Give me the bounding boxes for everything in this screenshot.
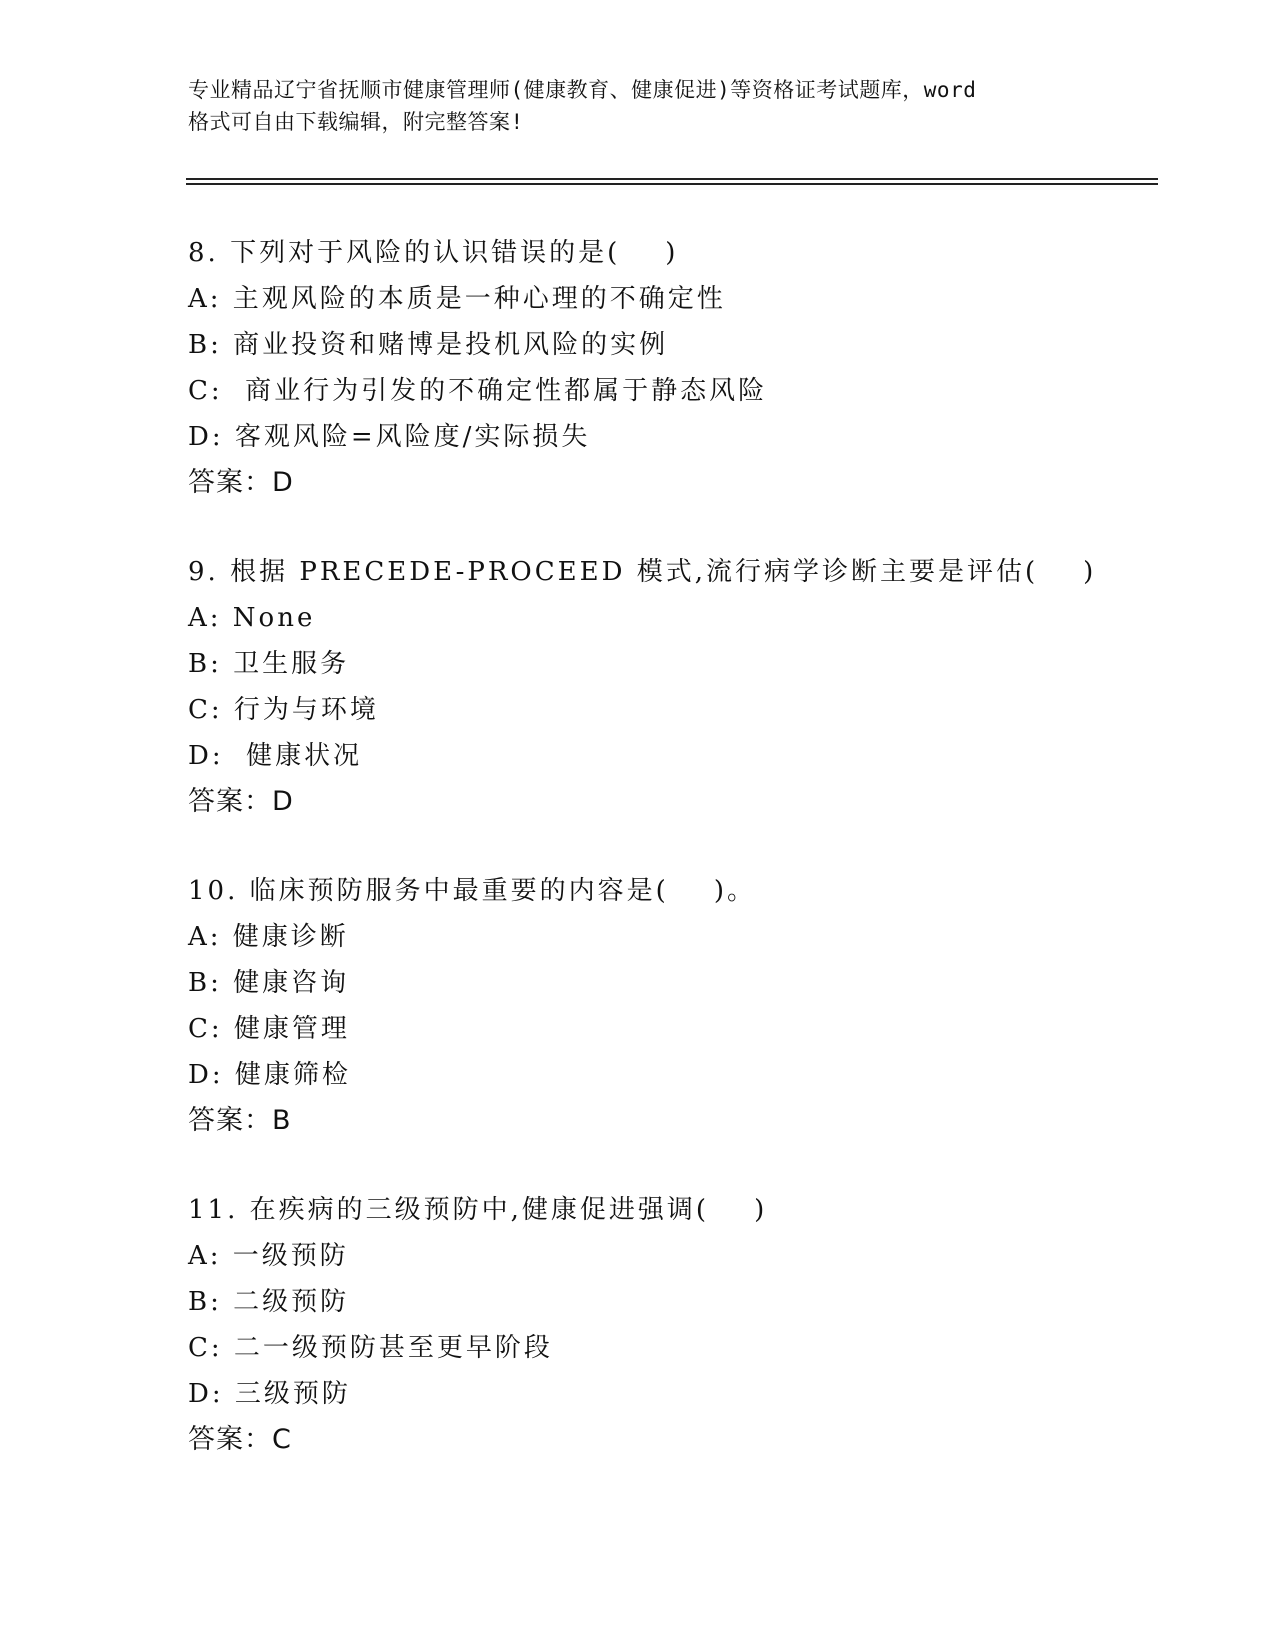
document-header: [188, 74, 1088, 138]
option-a: A: None: [188, 603, 316, 633]
option-b: B: 健康咨询: [188, 968, 350, 998]
option-c: C: 行为与环境: [188, 695, 379, 725]
header-line-1: 专业精品辽宁省抚顺市健康管理师(健康教育、健康促进)等资格证考试题库，word: [188, 78, 977, 102]
option-c: C: 二一级预防甚至更早阶段: [188, 1333, 553, 1363]
header-line-2: 格式可自由下载编辑，附完整答案!: [188, 110, 524, 134]
option-c: C: 健康管理: [188, 1014, 350, 1044]
question-block: [188, 1187, 1188, 1463]
option-a: A: 主观风险的本质是一种心理的不确定性: [188, 284, 726, 314]
option-c: C: 商业行为引发的不确定性都属于静态风险: [188, 376, 768, 406]
option-b: B: 二级预防: [188, 1287, 350, 1317]
question-block: [188, 230, 1188, 506]
question-stem: 8. 下列对于风险的认识错误的是( ): [188, 238, 679, 268]
option-d: D: 客观风险=风险度/实际损失: [188, 422, 591, 452]
question-stem: 10. 临床预防服务中最重要的内容是( )。: [188, 876, 756, 906]
option-d: D: 三级预防: [188, 1379, 351, 1409]
answer: 答案：C: [188, 1424, 292, 1455]
question-block: [188, 549, 1188, 825]
option-a: A: 一级预防: [188, 1241, 349, 1271]
option-b: B: 商业投资和赌博是投机风险的实例: [188, 330, 669, 360]
answer: 答案：D: [188, 786, 294, 817]
option-b: B: 卫生服务: [188, 649, 350, 679]
question-stem: 9. 根据 PRECEDE-PROCEED 模式,流行病学诊断主要是评估( ): [188, 557, 1097, 587]
header-divider-top: [186, 178, 1158, 180]
answer: 答案：B: [188, 1105, 292, 1136]
header-divider-bottom: [186, 183, 1158, 185]
option-a: A: 健康诊断: [188, 922, 349, 952]
question-stem: 11. 在疾病的三级预防中,健康促进强调( ): [188, 1195, 768, 1225]
option-d: D: 健康筛检: [188, 1060, 351, 1090]
option-d: D: 健康状况: [188, 741, 363, 771]
answer: 答案：D: [188, 467, 294, 498]
question-block: [188, 868, 1188, 1144]
